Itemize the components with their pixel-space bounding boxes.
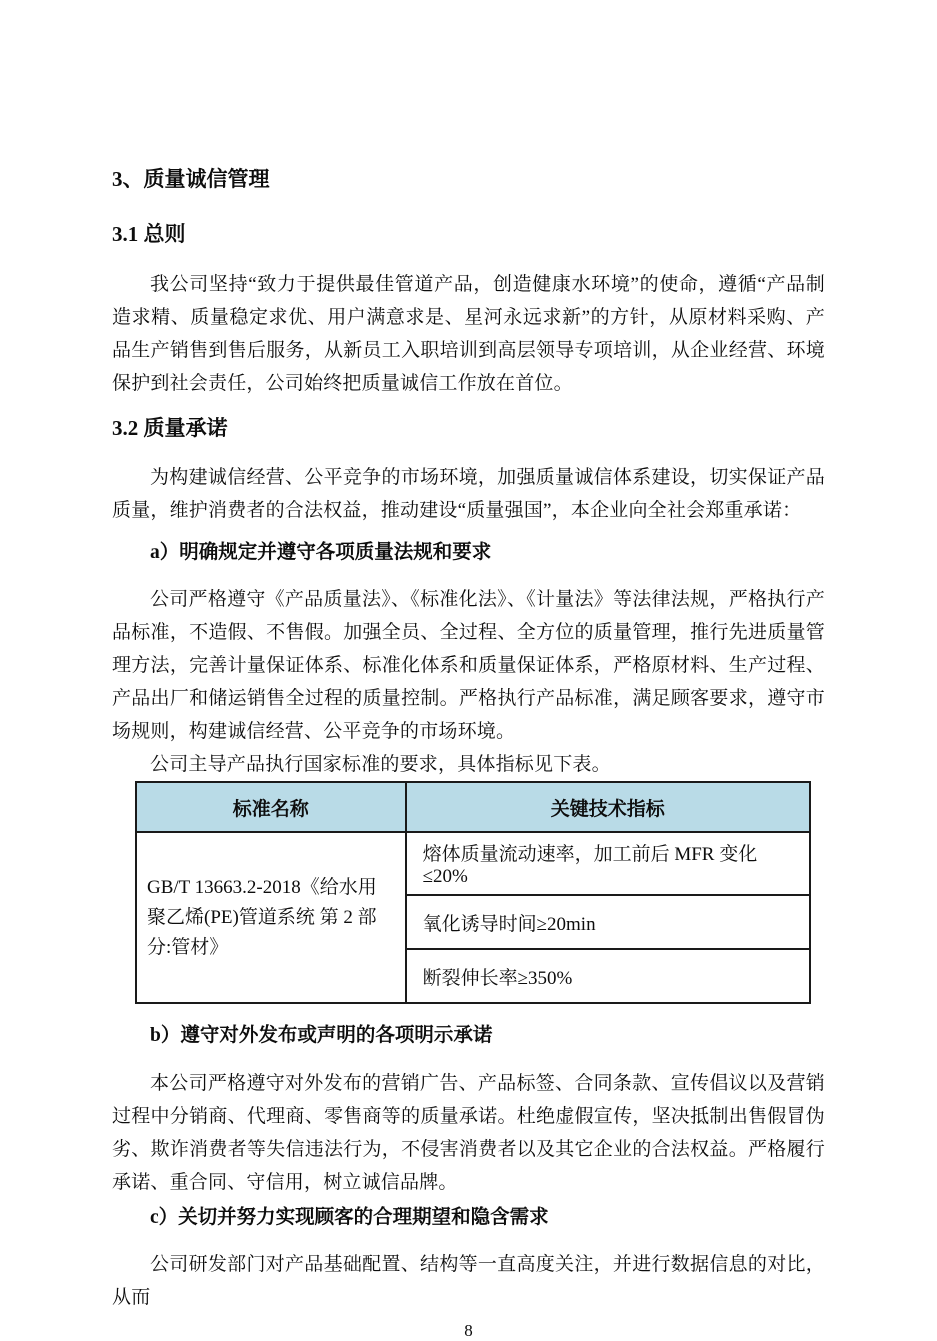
table-cell-indicator-oxidation: 氧化诱导时间≥20min (406, 895, 810, 949)
paragraph-public-commitments: 本公司严格遵守对外发布的营销广告、产品标签、合同条款、宣传倡议以及营销过程中分销商、代理商、零售商等的质量承诺。杜绝虚假宣传，坚决抵制出售假冒伪劣、欺诈消费者等失信违法行为，不侵害消费者以及其它企业的合法权益。严格履行承诺、重合同、守信用，树立诚信品牌。 (112, 1073, 825, 1193)
standards-table (135, 781, 811, 1004)
subsection-heading-a: a）明确规定并遵守各项质量法规和要求 (150, 542, 492, 563)
section-heading-3-2: 3.2 质量承诺 (112, 416, 228, 440)
paragraph-customer-needs: 公司研发部门对产品基础配置、结构等一直高度关注，并进行数据信息的对比，从而 (112, 1254, 825, 1308)
paragraph-mission: 我公司坚持“致力于提供最佳管道产品，创造健康水环境”的使命，遵循“产品制造求精、质量稳定求优、用户满意求是、星河永远求新”的方针，从原材料采购、产品生产销售到售后服务，从新员工入职培训到高层领导专项培训，从企业经营、环境保护到社会责任，公司始终把质量诚信工作放在首位。 (112, 274, 825, 394)
table-header-standard-name: 标准名称 (136, 782, 406, 832)
paragraph-regulations: 公司严格遵守《产品质量法》、《标准化法》、《计量法》等法律法规，严格执行产品标准，不造假、不售假。加强全员、全过程、全方位的质量管理，推行先进质量管理方法，完善计量保证体系、标准化体系和质量保证体系，严格原材料、生产过程、产品出厂和储运销售全过程的质量控制。严格执行产品标准，满足顾客要求，遵守市场规则，构建诚信经营、公平竞争的市场环境。 (112, 589, 825, 742)
table-cell-indicator-mfr: 熔体质量流动速率，加工前后 MFR 变化≤20% (406, 832, 810, 895)
section-heading-3-1: 3.1 总则 (112, 222, 186, 246)
page-number: 8 (464, 1321, 473, 1340)
subsection-heading-c: c）关切并努力实现顾客的合理期望和隐含需求 (150, 1207, 549, 1228)
subsection-heading-b: b）遵守对外发布或声明的各项明示承诺 (150, 1025, 493, 1046)
table-cell-indicator-elongation: 断裂伸长率≥350% (406, 949, 810, 1003)
paragraph-table-intro: 公司主导产品执行国家标准的要求，具体指标见下表。 (150, 754, 611, 775)
table-row (136, 832, 810, 895)
table-header-key-indicators: 关键技术指标 (406, 782, 810, 832)
section-heading-3: 3、质量诚信管理 (112, 167, 270, 191)
paragraph-commitment-intro: 为构建诚信经营、公平竞争的市场环境，加强质量诚信体系建设，切实保证产品质量，维护消费者的合法权益，推动建设“质量强国”，本企业向全社会郑重承诺： (112, 467, 825, 521)
table-cell-standard-name: GB/T 13663.2-2018《给水用聚乙烯(PE)管道系统 第 2 部分:管材》 (136, 832, 406, 1003)
table-header-row (136, 782, 810, 832)
